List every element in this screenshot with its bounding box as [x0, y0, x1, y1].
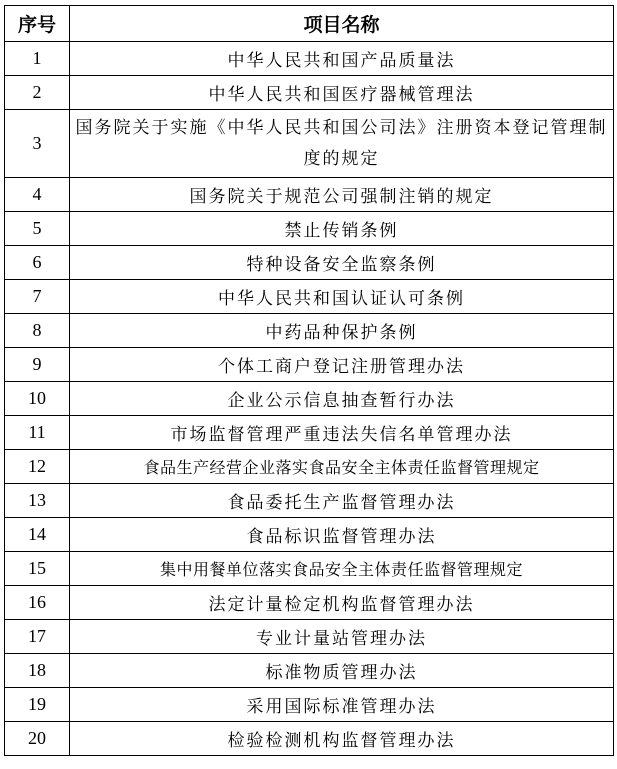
- table-row: [5, 722, 614, 756]
- row-number: 20: [5, 722, 70, 756]
- row-number: 9: [5, 348, 70, 382]
- row-number: 11: [5, 416, 70, 450]
- row-number: 13: [5, 484, 70, 518]
- row-number: 18: [5, 654, 70, 688]
- table-row: [5, 178, 614, 212]
- table-row: [5, 518, 614, 552]
- row-project-name: 食品生产经营企业落实食品安全主体责任监督管理规定: [70, 450, 614, 484]
- row-project-name: 食品委托生产监督管理办法: [70, 484, 614, 518]
- row-number: 16: [5, 586, 70, 620]
- table-row: [5, 314, 614, 348]
- row-number: 7: [5, 280, 70, 314]
- row-project-name: 企业公示信息抽查暂行办法: [70, 382, 614, 416]
- row-number: 6: [5, 246, 70, 280]
- row-number: 10: [5, 382, 70, 416]
- table-row: [5, 42, 614, 76]
- table-row: [5, 688, 614, 722]
- row-number: 19: [5, 688, 70, 722]
- row-project-name: 中华人民共和国医疗器械管理法: [70, 76, 614, 110]
- table-row: [5, 450, 614, 484]
- row-project-name: 中华人民共和国认证认可条例: [70, 280, 614, 314]
- row-number: 2: [5, 76, 70, 110]
- table-row: [5, 246, 614, 280]
- row-project-name: 禁止传销条例: [70, 212, 614, 246]
- document-page: [4, 5, 613, 756]
- row-project-name: 采用国际标准管理办法: [70, 688, 614, 722]
- row-number: 3: [5, 110, 70, 178]
- row-number: 5: [5, 212, 70, 246]
- table-row: [5, 416, 614, 450]
- table-row: [5, 586, 614, 620]
- table-row: [5, 382, 614, 416]
- header-number: 序号: [5, 6, 70, 42]
- table-row: [5, 212, 614, 246]
- row-project-name: 标准物质管理办法: [70, 654, 614, 688]
- row-project-name: 国务院关于实施《中华人民共和国公司法》注册资本登记管理制度的规定: [70, 110, 614, 178]
- row-project-name: 检验检测机构监督管理办法: [70, 722, 614, 756]
- row-project-name: 食品标识监督管理办法: [70, 518, 614, 552]
- table-header-row: [5, 6, 614, 42]
- row-project-name: 特种设备安全监察条例: [70, 246, 614, 280]
- table-row: [5, 110, 614, 178]
- table-row: [5, 654, 614, 688]
- table-row: [5, 484, 614, 518]
- row-project-name: 个体工商户登记注册管理办法: [70, 348, 614, 382]
- row-number: 17: [5, 620, 70, 654]
- table-row: [5, 280, 614, 314]
- row-project-name: 专业计量站管理办法: [70, 620, 614, 654]
- regulations-table: [4, 5, 614, 756]
- header-project-name: 项目名称: [70, 6, 614, 42]
- table-row: [5, 620, 614, 654]
- row-project-name: 中华人民共和国产品质量法: [70, 42, 614, 76]
- row-project-name: 中药品种保护条例: [70, 314, 614, 348]
- row-number: 14: [5, 518, 70, 552]
- table-row: [5, 76, 614, 110]
- table-row: [5, 348, 614, 382]
- row-project-name: 集中用餐单位落实食品安全主体责任监督管理规定: [70, 552, 614, 586]
- row-number: 1: [5, 42, 70, 76]
- row-number: 4: [5, 178, 70, 212]
- row-number: 8: [5, 314, 70, 348]
- row-project-name: 国务院关于规范公司强制注销的规定: [70, 178, 614, 212]
- row-number: 15: [5, 552, 70, 586]
- row-project-name: 法定计量检定机构监督管理办法: [70, 586, 614, 620]
- row-number: 12: [5, 450, 70, 484]
- table-row: [5, 552, 614, 586]
- row-project-name: 市场监督管理严重违法失信名单管理办法: [70, 416, 614, 450]
